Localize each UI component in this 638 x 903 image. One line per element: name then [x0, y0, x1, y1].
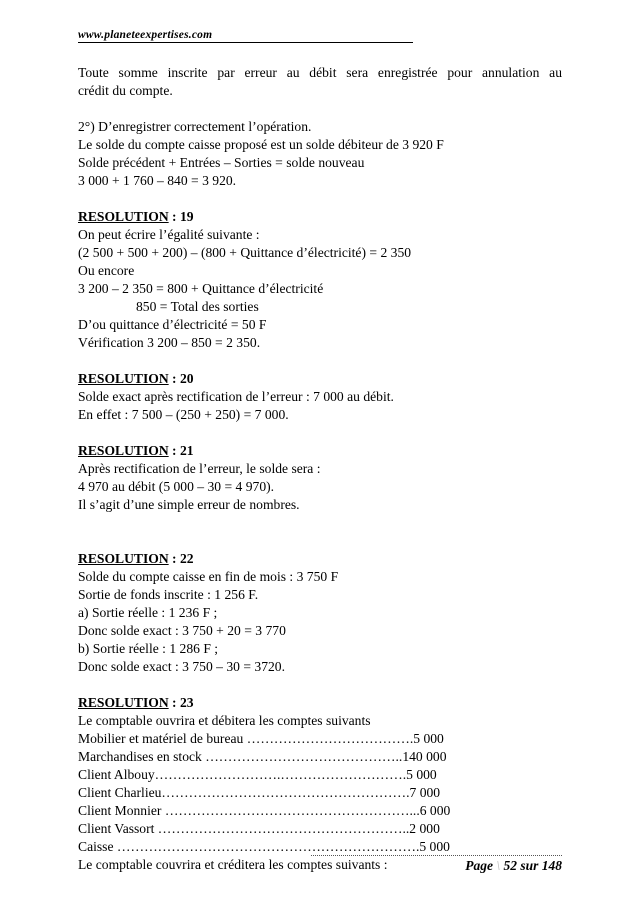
footer-separator: \	[496, 858, 501, 873]
r23-account-line: Client Charlieu……………………………………………….7 000	[78, 785, 441, 800]
r23-line: Le comptable couvrira et créditera les comptes suivants :	[78, 857, 388, 872]
resolution-number: : 21	[168, 443, 194, 458]
r19-line: (2 500 + 500 + 200) – (800 + Quittance d’électricité) = 2 350	[78, 245, 412, 260]
resolution-label: RESOLUTION	[78, 443, 169, 458]
resolution-number: : 22	[168, 551, 194, 566]
r22-line: Sortie de fonds inscrite : 1 256 F.	[78, 587, 259, 602]
r19-line: Ou encore	[78, 263, 135, 278]
site-header[interactable]: www.planeteexpertises.com	[78, 29, 413, 43]
r22-line: Solde du compte caisse en fin de mois : 3 750 F	[78, 569, 339, 584]
intro-line-1: Toute somme inscrite par erreur au débit sera enregistrée pour annulation au	[78, 65, 562, 80]
resolution-label: RESOLUTION	[78, 695, 169, 710]
resolution-number: : 20	[168, 371, 194, 386]
r19-line: Vérification 3 200 – 850 = 2 350.	[78, 335, 261, 350]
r21-line: Il s’agit d’une simple erreur de nombres.	[78, 497, 300, 512]
r22-line: b) Sortie réelle : 1 286 F ;	[78, 641, 219, 656]
r23-account-line: Mobilier et matériel de bureau ……………………………….5 000	[78, 731, 444, 746]
page-number: 52 sur 148	[503, 858, 562, 873]
r23-account-line: Client Albouy……………………….……………………….5 000	[78, 767, 437, 782]
resolution-label: RESOLUTION	[78, 551, 169, 566]
resolution-21-heading	[78, 442, 562, 460]
resolution-19-heading	[78, 208, 562, 226]
point2-line: Le solde du compte caisse proposé est un solde débiteur de 3 920 F	[78, 137, 444, 152]
r23-account-line: Client Monnier ………………………………………………...6 000	[78, 803, 451, 818]
point2-line: 3 000 + 1 760 – 840 = 3 920.	[78, 173, 237, 188]
resolution-22-heading	[78, 550, 562, 568]
r22-line: a) Sortie réelle : 1 236 F ;	[78, 605, 218, 620]
r19-indented-line: 850 = Total des sorties	[136, 299, 259, 314]
intro-line-2: crédit du compte.	[78, 83, 173, 98]
resolution-label: RESOLUTION	[78, 371, 169, 386]
r20-line: Solde exact après rectification de l’erreur : 7 000 au débit.	[78, 389, 394, 404]
r19-line: On peut écrire l’égalité suivante :	[78, 227, 260, 242]
r23-account-line: Client Vassort ………………………………………………..2 000	[78, 821, 440, 836]
resolution-20-heading	[78, 370, 562, 388]
page-content	[78, 64, 562, 874]
r21-line: Après rectification de l’erreur, le solde sera :	[78, 461, 321, 476]
r22-line: Donc solde exact : 3 750 + 20 = 3 770	[78, 623, 286, 638]
resolution-label: RESOLUTION	[78, 209, 169, 224]
resolution-number: : 19	[168, 209, 194, 224]
r20-line: En effet : 7 500 – (250 + 250) = 7 000.	[78, 407, 289, 422]
page-label: Page	[465, 858, 493, 873]
r21-line: 4 970 au débit (5 000 – 30 = 4 970).	[78, 479, 275, 494]
point2-line: Solde précédent + Entrées – Sorties = solde nouveau	[78, 155, 365, 170]
r22-line: Donc solde exact : 3 750 – 30 = 3720.	[78, 659, 286, 674]
r23-account-line: Caisse ………………………………………………………….5 000	[78, 839, 450, 854]
resolution-number: : 23	[168, 695, 194, 710]
resolution-23-heading	[78, 694, 562, 712]
r23-account-line: Marchandises en stock ……………………………………..140 000	[78, 749, 447, 764]
page-footer	[430, 858, 562, 874]
r19-line: 3 200 – 2 350 = 800 + Quittance d’électricité	[78, 281, 324, 296]
r23-line: Le comptable ouvrira et débitera les comptes suivants	[78, 713, 371, 728]
point2-line: 2°) D’enregistrer correctement l’opération.	[78, 119, 312, 134]
footer-divider	[311, 855, 562, 856]
r19-line: D’ou quittance d’électricité = 50 F	[78, 317, 267, 332]
